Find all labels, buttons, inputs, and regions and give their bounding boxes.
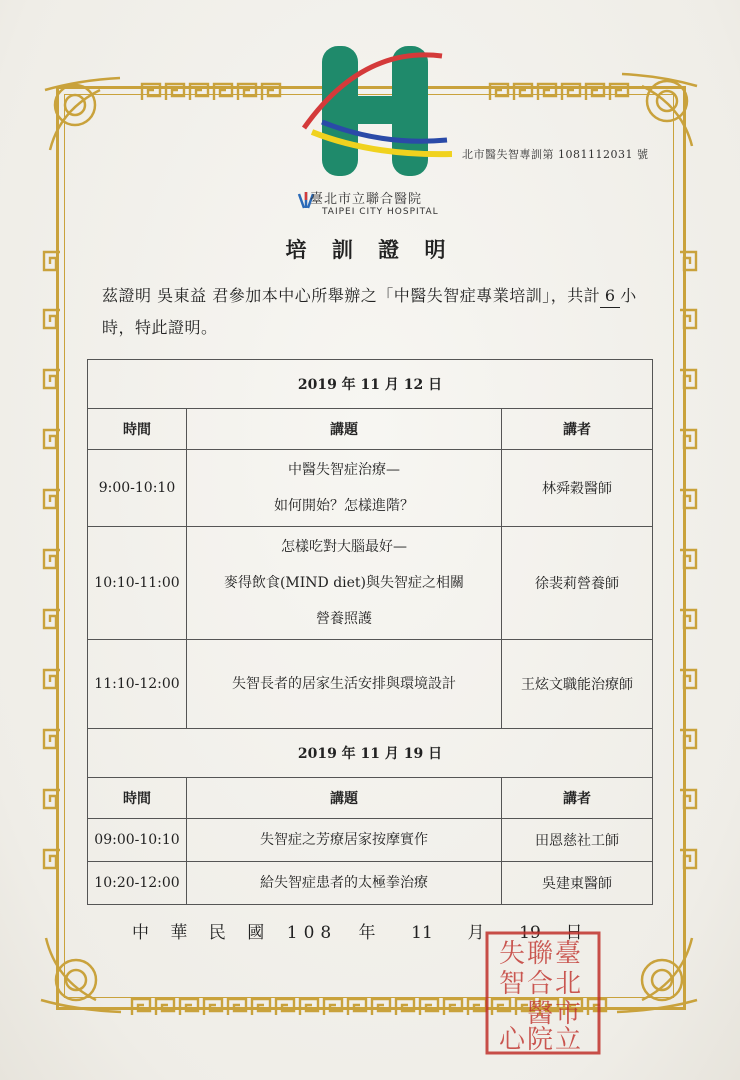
- table-row: [88, 450, 653, 527]
- stamp-char: 智: [498, 969, 526, 999]
- stamp-char: 聯: [526, 939, 554, 969]
- topic-cell: [187, 640, 502, 729]
- corner-ornament-top-right: [612, 66, 702, 156]
- greek-key-left: [40, 250, 62, 890]
- table-row: [88, 819, 653, 862]
- table-row: [88, 527, 653, 640]
- corner-ornament-bottom-right: [612, 930, 702, 1020]
- speaker-cell: 田恩慈社工師: [502, 819, 653, 862]
- header-speaker: 講者: [502, 778, 653, 819]
- stamp-char: 市: [554, 999, 582, 1029]
- stamp-char: 失: [498, 939, 526, 969]
- statement-pre: 茲證明: [102, 286, 158, 305]
- stamp-char: 立: [554, 1025, 582, 1055]
- time-cell: 11:10-12:00: [88, 640, 187, 729]
- stamp-char: 醫: [526, 999, 554, 1029]
- corner-ornament-top-left: [40, 70, 130, 160]
- header-time: 時間: [88, 409, 187, 450]
- topic-line: 失智症之芳療居家按摩實作: [260, 832, 428, 848]
- session-date: 2019 年 11 月 19 日: [88, 729, 653, 778]
- stamp-char: 臺: [554, 939, 582, 969]
- stamp-char: 合: [526, 969, 554, 999]
- red-seal-stamp: [484, 930, 602, 1056]
- topic-line: 失智長者的居家生活安排與環境設計: [232, 676, 456, 692]
- time-cell: 9:00-10:10: [88, 450, 187, 527]
- month-value: 11: [411, 923, 433, 943]
- statement-mid: 君參加本中心所舉辦之「中醫失智症專業培訓」，共計: [206, 286, 601, 305]
- time-cell: 10:10-11:00: [88, 527, 187, 640]
- header-speaker: 講者: [502, 409, 653, 450]
- speaker-cell: 吳建東醫師: [502, 862, 653, 905]
- table-row: [88, 862, 653, 905]
- topic-line: 中醫失智症治療—: [288, 462, 400, 478]
- speaker-cell: 林舜穀醫師: [502, 450, 653, 527]
- topic-cell: [187, 527, 502, 640]
- recipient-name: 吳東益: [157, 286, 207, 305]
- era-label: 中 華 民 國: [132, 923, 273, 943]
- greek-key-top-left: [140, 80, 290, 102]
- header-topic: 講題: [187, 409, 502, 450]
- training-schedule-table: [87, 359, 653, 905]
- table-row: [88, 640, 653, 729]
- corner-ornament-bottom-left: [36, 930, 126, 1020]
- stamp-char: 心: [498, 1025, 526, 1055]
- month-unit: 月: [467, 923, 485, 943]
- topic-cell: [187, 450, 502, 527]
- year-unit: 年: [358, 923, 376, 943]
- certificate-statement: [102, 280, 662, 344]
- topic-line: 營養照護: [316, 611, 372, 627]
- time-cell: 10:20-12:00: [88, 862, 187, 905]
- hospital-name-en: TAIPEI CITY HOSPITAL: [322, 207, 439, 217]
- speaker-cell: 王炫文職能治療師: [502, 640, 653, 729]
- session-date: 2019 年 11 月 12 日: [88, 360, 653, 409]
- hospital-h-logo: [302, 36, 452, 186]
- topic-line: 麥得飲食(MIND diet)與失智症之相關: [223, 575, 465, 591]
- greek-key-right: [678, 250, 700, 890]
- year-value: 108: [286, 923, 338, 943]
- speaker-cell: 徐裴莉營養師: [502, 527, 653, 640]
- header-topic: 講題: [187, 778, 502, 819]
- time-cell: 09:00-10:10: [88, 819, 187, 862]
- topic-line: 如何開始？怎樣進階？: [274, 498, 414, 514]
- header-time: 時間: [88, 778, 187, 819]
- topic-line: 怎樣吃對大腦最好—: [281, 539, 407, 555]
- stamp-char: 北: [554, 969, 582, 999]
- topic-cell: [187, 819, 502, 862]
- statement-post: 小時，特此證明。: [102, 286, 637, 337]
- stamp-char: 院: [526, 1025, 554, 1055]
- hospital-name-zh: 臺北市立聯合醫院: [310, 192, 423, 207]
- topic-line: 給失智症患者的太極拳治療: [260, 875, 428, 891]
- topic-cell: [187, 862, 502, 905]
- certificate-number: 北市醫失智專訓第 1081112031 號: [462, 148, 649, 161]
- day-value: 19: [519, 923, 541, 943]
- hours-value: 6: [600, 285, 620, 308]
- certificate-title: 培 訓 證 明: [285, 237, 455, 262]
- day-unit: 日: [565, 923, 583, 943]
